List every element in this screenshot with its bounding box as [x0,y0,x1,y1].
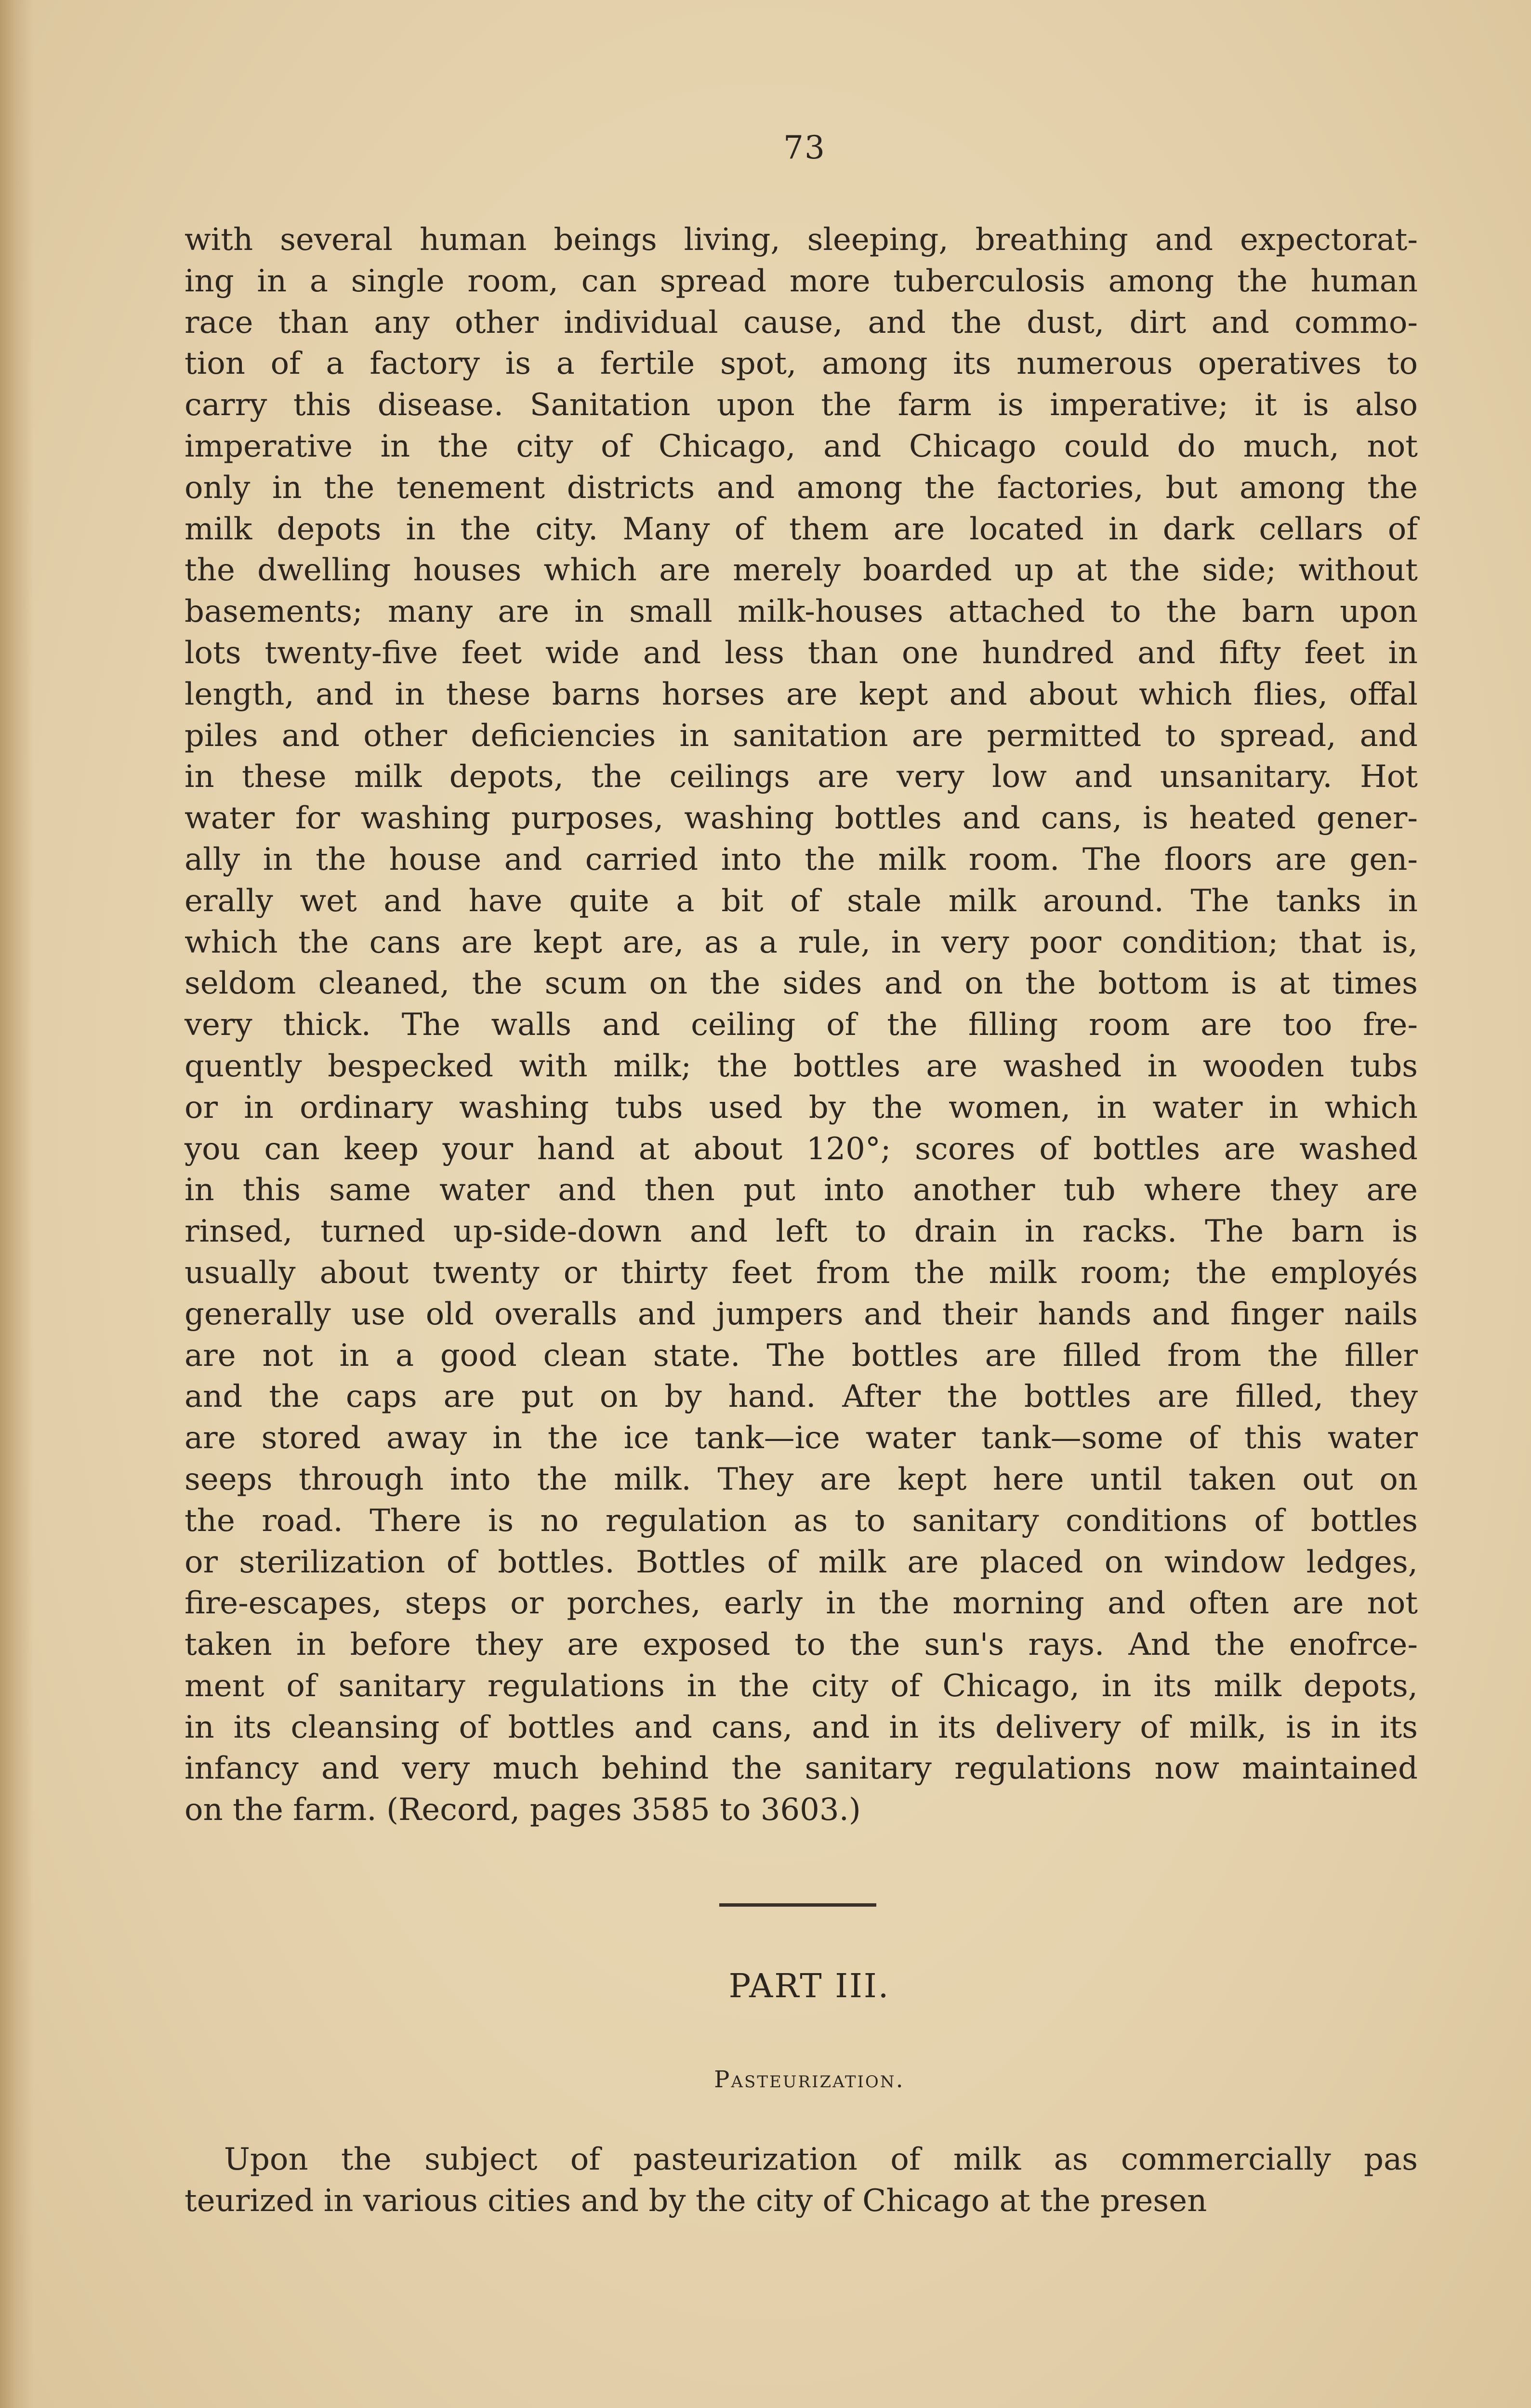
text-line: water for washing purposes, washing bottles and cans, is heated gener- [185,800,1418,837]
text-line: ing in a single room, can spread more tuberculosis among the human [185,263,1418,299]
text-line: the dwelling houses which are merely boarded up at the side; without [185,552,1418,589]
text-line: generally use old overalls and jumpers and their hands and finger nails [185,1296,1418,1332]
text-line: which the cans are kept are, as a rule, in very poor condition; that is, [185,924,1418,960]
text-line: you can keep your hand at about 120°; scores of bottles are washed [185,1131,1418,1167]
text-line: with several human beings living, sleeping, breathing and expectorat- [185,222,1418,258]
text-line: and the caps are put on by hand. After the bottles are filled, they [185,1379,1418,1415]
text-line: seeps through into the milk. They are kept here until taken out on [185,1461,1418,1497]
text-line: taken in before they are exposed to the sun's rays. And the enofrce- [185,1627,1418,1663]
text-line: very thick. The walls and ceiling of the filling room are too fre- [185,1007,1418,1043]
text-line: tion of a factory is a fertile spot, among its numerous operatives to [185,346,1418,382]
text-line: piles and other deficiencies in sanitation are permitted to spread, and [185,718,1418,754]
text-line: fire-escapes, steps or porches, early in the morning and often are not [185,1585,1418,1622]
binding-edge [0,0,34,2408]
body-paragraph [185,220,1418,1831]
part-heading: PART III. [728,1967,890,2005]
text-line: milk depots in the city. Many of them are located in dark cellars of [185,511,1418,547]
text-line: quently bespecked with milk; the bottles are washed in wooden tubs [185,1048,1418,1084]
text-line: seldom cleaned, the scum on the sides and on the bottom is at times [185,966,1418,1002]
text-line: erally wet and have quite a bit of stale milk around. The tanks in [185,883,1418,919]
text-line: in its cleansing of bottles and cans, and in its delivery of milk, is in its [185,1709,1418,1745]
text-line: ment of sanitary regulations in the city of Chicago, in its milk depots, [185,1668,1418,1704]
text-line: usually about twenty or thirty feet from the milk room; the employés [185,1255,1418,1291]
text-line: Upon the subject of pasteurization of milk as commercially pas [224,2142,1418,2177]
text-line: the road. There is no regulation as to sanitary conditions of bottles [185,1503,1418,1539]
text-line: infancy and very much behind the sanitary regulations now maintained [185,1751,1418,1787]
text-line: race than any other individual cause, and the dust, dirt and commo- [185,304,1418,340]
text-line: or in ordinary washing tubs used by the women, in water in which [185,1089,1418,1125]
text-line: or sterilization of bottles. Bottles of milk are placed on window ledges, [185,1544,1418,1580]
text-line: basements; many are in small milk-houses attached to the barn upon [185,594,1418,630]
text-line: in these milk depots, the ceilings are very low and unsanitary. Hot [185,759,1418,795]
text-line: rinsed, turned up-side-down and left to drain in racks. The barn is [185,1214,1418,1250]
text-line: lots twenty-five feet wide and less than one hundred and fifty feet in [185,635,1418,671]
text-line: ally in the house and carried into the milk room. The floors are gen- [185,841,1418,877]
text-line: are stored away in the ice tank—ice water tank—some of this water [185,1420,1418,1456]
text-line: on the farm. (Record, pages 3585 to 3603.) [185,1792,861,1828]
page-number: 73 [783,129,826,166]
text-line: carry this disease. Sanitation upon the farm is imperative; it is also [185,387,1418,423]
text-line: in this same water and then put into another tub where they are [185,1172,1418,1208]
section-heading-text: Pasteurization. [714,2066,905,2093]
text-line: teurized in various cities and by the city of Chicago at the presen [185,2183,1207,2219]
section-heading [554,2066,1065,2093]
text-line: only in the tenement districts and among the factories, but among the [185,470,1418,506]
text-line: length, and in these barns horses are kept and about which flies, offal [185,676,1418,712]
text-line: imperative in the city of Chicago, and Chicago could do much, not [185,428,1418,464]
intro-paragraph [185,2139,1418,2222]
text-line: are not in a good clean state. The bottles are filled from the filler [185,1337,1418,1374]
section-divider [719,1903,876,1907]
